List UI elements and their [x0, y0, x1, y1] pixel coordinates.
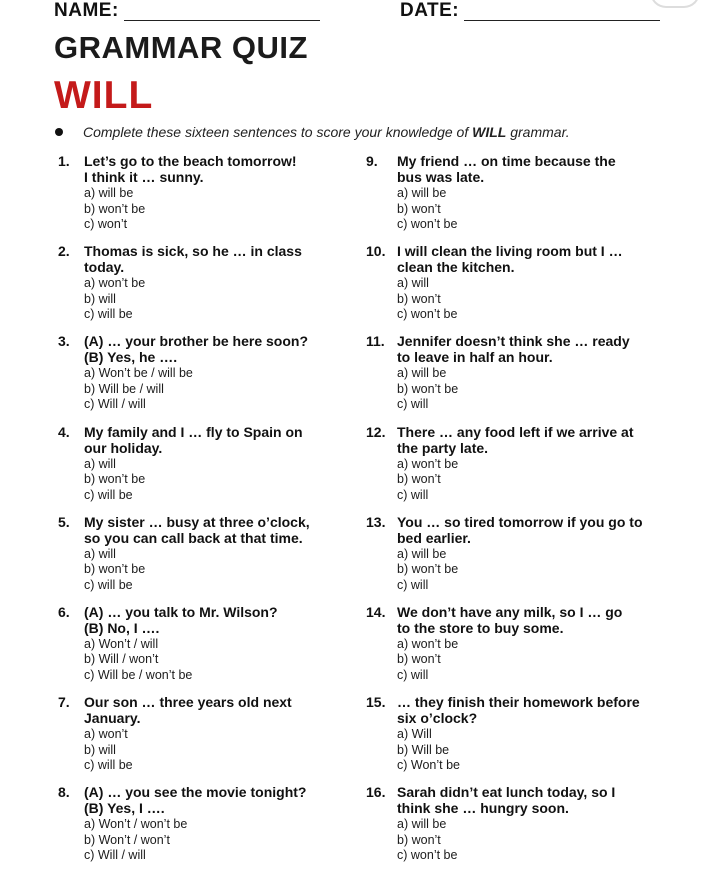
- question-item: [58, 243, 368, 333]
- answer-option[interactable]: b) won’t: [397, 291, 441, 306]
- question-text: My friend … on time because the bus was late.: [397, 153, 616, 185]
- answer-option[interactable]: b) won’t: [397, 832, 441, 847]
- answer-option[interactable]: c) will be: [84, 487, 133, 502]
- question-item: [58, 333, 368, 423]
- question-item: [58, 153, 368, 243]
- answer-option[interactable]: b) will: [84, 742, 116, 757]
- question-text: Let’s go to the beach tomorrow! I think it … sunny.: [84, 153, 297, 185]
- question-number: 16.: [366, 784, 386, 801]
- question-number: 5.: [58, 513, 70, 530]
- answer-option[interactable]: b) Won’t / won’t: [84, 832, 170, 847]
- question-number: 12.: [366, 423, 386, 440]
- answer-options: [84, 727, 133, 774]
- question-item: [366, 243, 676, 333]
- question-text: … they finish their homework before six o’clock?: [397, 694, 640, 727]
- answer-options: [397, 186, 457, 233]
- question-text: My family and I … fly to Spain on our holiday.: [84, 423, 303, 456]
- question-number: 6.: [58, 603, 70, 620]
- quiz-subject: WILL: [54, 74, 154, 117]
- question-item: [58, 514, 368, 604]
- answer-options: [84, 366, 193, 413]
- question-text: We don’t have any milk, so I … go to the store to buy some.: [397, 603, 623, 636]
- name-field[interactable]: [124, 20, 320, 21]
- instruction-emphasis: WILL: [472, 124, 507, 140]
- bullet-icon: [55, 128, 63, 136]
- question-text: There … any food left if we arrive at the party late.: [397, 423, 634, 456]
- date-label: DATE:: [400, 0, 460, 21]
- answer-option[interactable]: c) won’t be: [397, 307, 458, 322]
- question-text: (A) … you talk to Mr. Wilson? (B) No, I ….: [84, 603, 278, 636]
- answer-options: [397, 547, 458, 594]
- answer-option[interactable]: a) will be: [84, 186, 134, 200]
- question-text: You … so tired tomorrow if you go to bed earlier.: [397, 513, 643, 546]
- answer-option[interactable]: b) won’t: [397, 201, 441, 216]
- question-number: 1.: [58, 153, 70, 169]
- answer-option[interactable]: c) will be: [84, 577, 133, 592]
- question-item: [366, 784, 676, 874]
- answer-option[interactable]: a) won’t be: [397, 636, 459, 651]
- answer-option[interactable]: a) Won’t / will: [84, 636, 159, 651]
- answer-option[interactable]: a) will: [84, 546, 116, 561]
- answer-options: [397, 457, 458, 504]
- question-number: 7.: [58, 694, 70, 711]
- answer-option[interactable]: c) will: [397, 577, 429, 592]
- answer-option[interactable]: b) won’t: [397, 472, 441, 487]
- questions-right-column: [366, 153, 676, 875]
- question-text: (A) … you see the movie tonight? (B) Yes, I ….: [84, 784, 307, 817]
- answer-option[interactable]: c) Will / will: [84, 397, 146, 412]
- answer-option[interactable]: b) Will be: [397, 742, 450, 757]
- question-item: [366, 694, 676, 784]
- answer-option[interactable]: b) won’t: [397, 652, 441, 667]
- answer-option[interactable]: a) will be: [397, 817, 447, 832]
- question-item: [58, 424, 368, 514]
- question-text: Sarah didn’t eat lunch today, so I think she … hungry soon.: [397, 784, 616, 817]
- header-bar: [0, 0, 720, 26]
- question-number: 9.: [366, 153, 378, 169]
- answer-option[interactable]: c) will: [397, 667, 429, 682]
- name-label: NAME:: [54, 0, 119, 21]
- question-item: [366, 333, 676, 423]
- answer-options: [84, 457, 145, 504]
- answer-option[interactable]: c) Won’t be: [397, 758, 460, 773]
- answer-option[interactable]: b) won’t be: [84, 201, 146, 216]
- question-number: 14.: [366, 603, 386, 620]
- answer-option[interactable]: b) won’t be: [397, 562, 459, 577]
- answer-option[interactable]: b) won’t be: [397, 381, 459, 396]
- questions-left-column: [58, 153, 368, 875]
- answer-option[interactable]: a) Won’t / won’t be: [84, 817, 188, 832]
- instruction-text-end: grammar.: [506, 124, 570, 140]
- answer-option[interactable]: c) Will / will: [84, 848, 146, 863]
- question-text: Jennifer doesn’t think she … ready to leave in half an hour.: [397, 333, 630, 366]
- question-number: 3.: [58, 333, 70, 350]
- answer-option[interactable]: c) won’t be: [397, 217, 458, 231]
- answer-option[interactable]: c) won’t: [84, 217, 128, 231]
- question-text: Our son … three years old next January.: [84, 694, 292, 727]
- answer-options: [397, 817, 457, 864]
- answer-option[interactable]: a) Will: [397, 727, 432, 742]
- answer-option[interactable]: a) will: [84, 456, 116, 471]
- answer-option[interactable]: a) won’t: [84, 727, 128, 742]
- answer-options: [84, 186, 145, 233]
- question-number: 8.: [58, 784, 70, 801]
- answer-options: [84, 817, 187, 864]
- answer-option[interactable]: c) will be: [84, 307, 133, 322]
- answer-options: [397, 366, 458, 413]
- instruction: [55, 124, 570, 140]
- question-text: (A) … your brother be here soon? (B) Yes, he ….: [84, 333, 309, 366]
- answer-option[interactable]: b) will: [84, 291, 116, 306]
- question-number: 15.: [366, 694, 386, 711]
- corner-decoration: [650, 0, 700, 8]
- question-text: I will clean the living room but I … clean the kitchen.: [397, 243, 623, 276]
- answer-option[interactable]: c) will: [397, 397, 429, 412]
- answer-options: [397, 276, 457, 323]
- page-title: GRAMMAR QUIZ: [54, 30, 308, 65]
- question-number: 2.: [58, 243, 70, 260]
- question-item: [366, 604, 676, 694]
- answer-option[interactable]: a) won’t be: [84, 276, 146, 291]
- question-item: [58, 604, 368, 694]
- answer-option[interactable]: a) will: [397, 276, 429, 291]
- answer-option[interactable]: b) won’t be: [84, 562, 146, 577]
- date-field[interactable]: [464, 20, 660, 21]
- question-number: 10.: [366, 243, 386, 260]
- answer-option[interactable]: a) Won’t be / will be: [84, 366, 193, 381]
- answer-option[interactable]: c) won’t be: [397, 848, 458, 863]
- question-number: 4.: [58, 423, 70, 440]
- answer-options: [84, 276, 145, 323]
- question-item: [366, 514, 676, 604]
- question-text: Thomas is sick, so he … in class today.: [84, 243, 302, 276]
- answer-option[interactable]: a) won’t be: [397, 456, 459, 471]
- question-number: 11.: [366, 333, 385, 350]
- question-item: [58, 784, 368, 874]
- question-item: [366, 424, 676, 514]
- answer-option[interactable]: a) will be: [397, 366, 447, 381]
- answer-option[interactable]: b) Will be / will: [84, 381, 164, 396]
- answer-option[interactable]: c) will be: [84, 758, 133, 773]
- answer-option[interactable]: a) will be: [397, 186, 447, 200]
- answer-options: [84, 547, 145, 594]
- answer-options: [84, 637, 192, 684]
- answer-option[interactable]: b) Will / won’t: [84, 652, 159, 667]
- answer-options: [397, 637, 458, 684]
- answer-option[interactable]: a) will be: [397, 546, 447, 561]
- question-text: My sister … busy at three o’clock, so you can call back at that time.: [84, 513, 310, 546]
- question-number: 13.: [366, 513, 386, 530]
- instruction-text-start: Complete these sixteen sentences to score your knowledge of: [83, 124, 473, 140]
- answer-option[interactable]: c) Will be / won’t be: [84, 667, 193, 682]
- answer-option[interactable]: b) won’t be: [84, 472, 146, 487]
- answer-options: [397, 727, 460, 774]
- question-item: [366, 153, 676, 243]
- answer-option[interactable]: c) will: [397, 487, 429, 502]
- question-item: [58, 694, 368, 784]
